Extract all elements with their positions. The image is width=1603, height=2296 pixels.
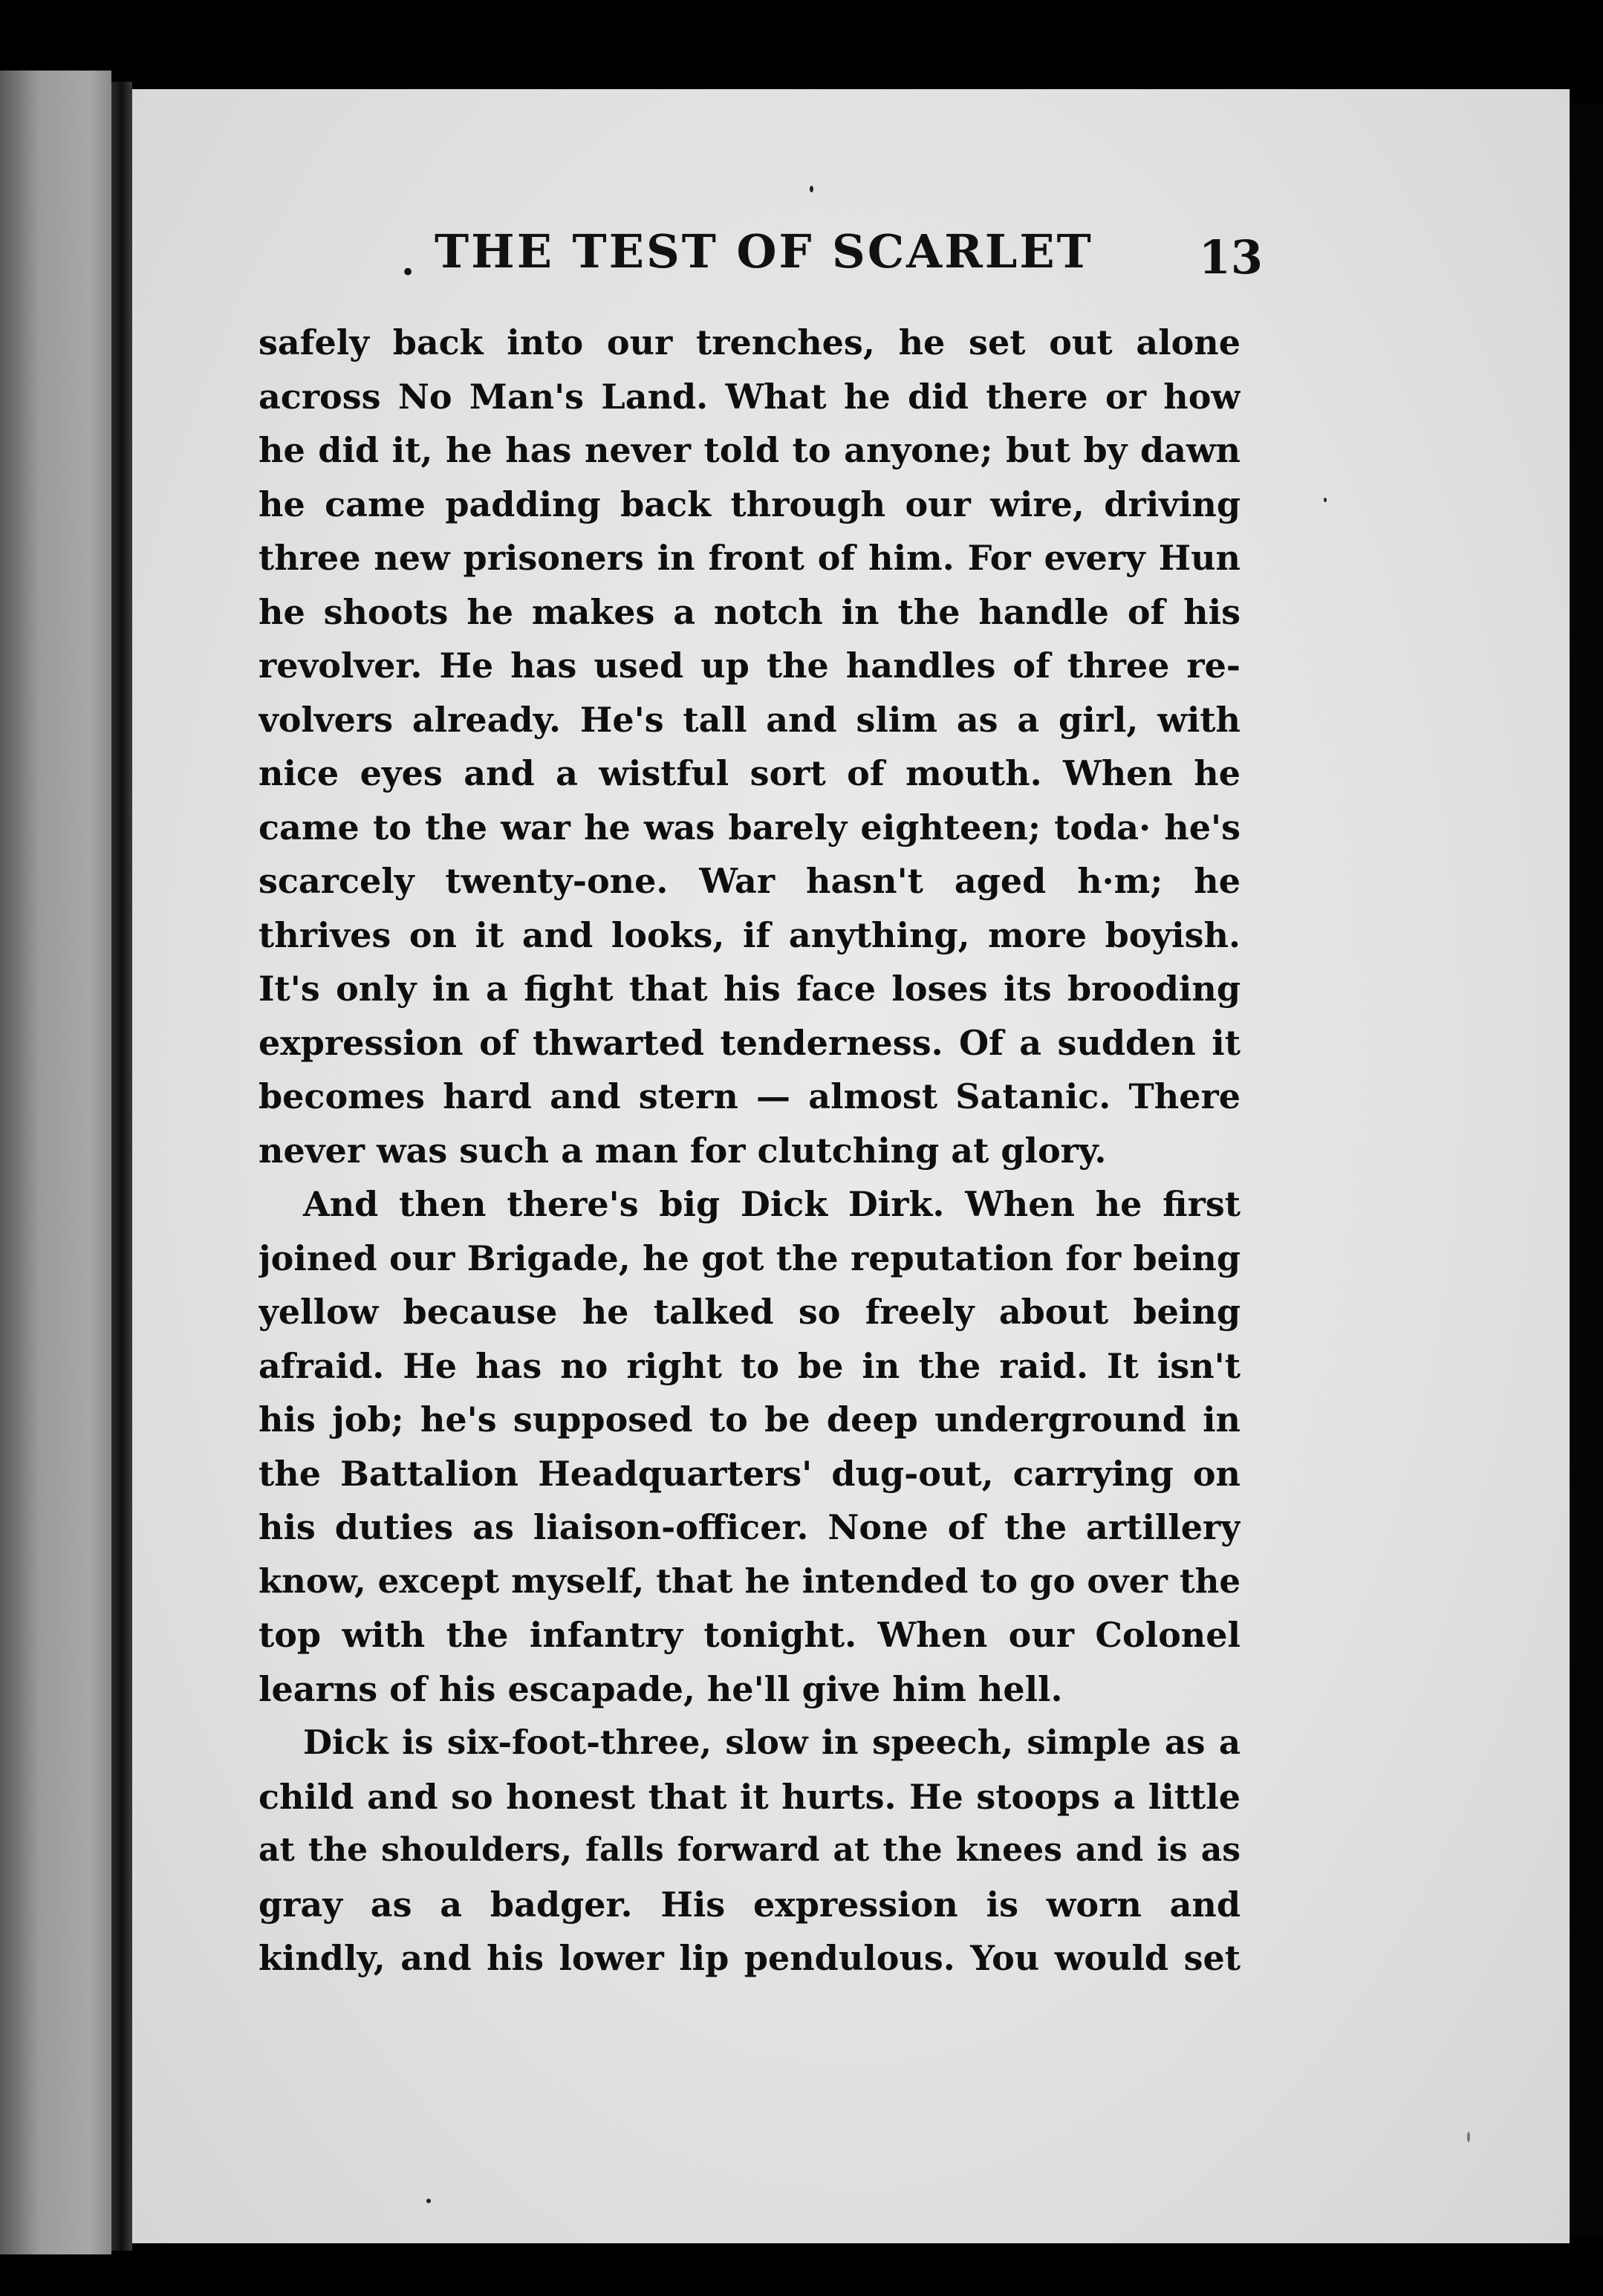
- header-mark: .: [401, 239, 415, 284]
- text-line: safely back into our trenches, he set out alone: [259, 322, 1241, 362]
- paragraph-start-line: Dick is six-foot-three, slow in speech, simple as a: [303, 1723, 1241, 1762]
- text-line: the Battalion Headquarters' dug-out, carrying on: [259, 1453, 1241, 1494]
- print-speck: [1324, 498, 1327, 502]
- text-line: kindly, and his lower lip pendulous. You would set: [259, 1938, 1241, 1978]
- text-line: know, except myself, that he intended to go over the: [259, 1561, 1241, 1601]
- text-line: joined our Brigade, he got the reputation for being: [259, 1238, 1241, 1278]
- text-line: becomes hard and stern — almost Satanic. There: [259, 1076, 1241, 1116]
- paragraph-end-line: never was such a man for clutching at glory.: [259, 1130, 1107, 1171]
- print-speck: [1467, 2132, 1470, 2142]
- text-line: thrives on it and looks, if anything, more boyish.: [259, 914, 1241, 955]
- text-line: he shoots he makes a notch in the handle of his: [259, 591, 1241, 632]
- text-line: volvers already. He's tall and slim as a girl, with: [259, 699, 1241, 740]
- text-line: gray as a badger. His expression is worn and: [259, 1884, 1241, 1925]
- text-line: It's only in a fight that his face loses its brooding: [259, 969, 1241, 1009]
- body-text: [259, 316, 1241, 1986]
- right-page-shadow: [1570, 104, 1603, 2236]
- text-line: afraid. He has no right to be in the raid. It isn't: [259, 1345, 1241, 1386]
- text-line: across No Man's Land. What he did there or how: [259, 376, 1241, 417]
- facing-page-edge: [0, 71, 111, 2254]
- book-binding: [111, 82, 132, 2251]
- text-line: scarcely twenty-one. War hasn't aged h·m; he: [259, 861, 1241, 901]
- paragraph-start-line: And then there's big Dick Dirk. When he first: [303, 1184, 1241, 1224]
- text-line: revolver. He has used up the handles of three re-: [259, 645, 1241, 686]
- text-line: his job; he's supposed to be deep underground in: [259, 1399, 1241, 1440]
- text-line: three new prisoners in front of him. For every Hun: [259, 538, 1241, 578]
- running-title: THE TEST OF SCARLET: [435, 224, 1093, 279]
- text-line: nice eyes and a wistful sort of mouth. When he: [259, 753, 1241, 793]
- text-line: top with the infantry tonight. When our Colonel: [259, 1615, 1241, 1655]
- text-line: he did it, he has never told to anyone; but by dawn: [259, 430, 1241, 470]
- print-speck: [810, 186, 813, 192]
- print-speck: [426, 2199, 431, 2203]
- text-line: at the shoulders, falls forward at the knees and is as: [259, 1831, 1241, 1869]
- text-line: expression of thwarted tenderness. Of a sudden it: [259, 1022, 1241, 1063]
- text-line: came to the war he was barely eighteen; toda· he's: [259, 807, 1241, 848]
- page-number: 13: [1198, 230, 1263, 284]
- text-line: child and so honest that it hurts. He stoops a little: [259, 1776, 1241, 1817]
- paragraph-end-line: learns of his escapade, he'll give him hell.: [259, 1668, 1063, 1709]
- text-line: his duties as liaison-officer. None of the artillery: [259, 1507, 1241, 1547]
- text-line: he came padding back through our wire, driving: [259, 484, 1241, 524]
- text-line: yellow because he talked so freely about being: [259, 1292, 1241, 1332]
- running-header: [401, 224, 1263, 291]
